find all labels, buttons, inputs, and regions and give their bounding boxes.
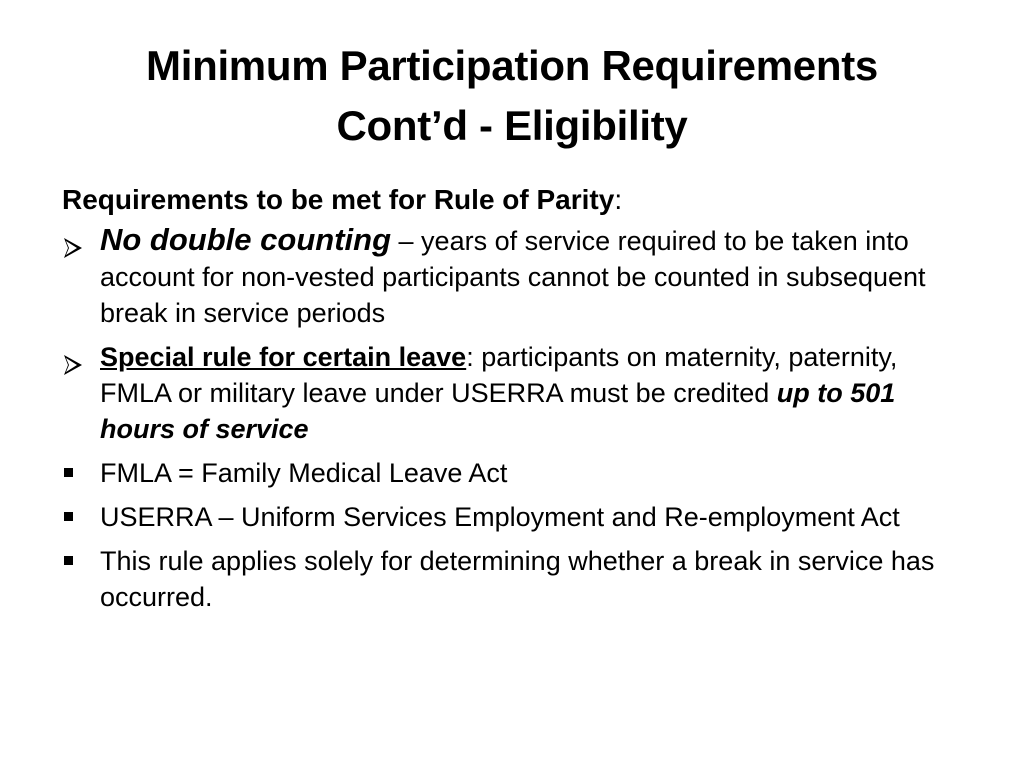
special-rule-emphasis: Special rule for certain leave	[100, 342, 467, 372]
special-rule-colon: :	[466, 342, 474, 372]
lead-bold-text: Requirements to be met for Rule of Parity	[62, 184, 615, 215]
arrow-bullet-icon	[62, 345, 92, 381]
lead-suffix: :	[614, 184, 623, 215]
square-bullet-icon	[62, 543, 92, 580]
slide-content	[62, 180, 962, 623]
bullet-item-userra	[62, 499, 962, 535]
square-bullet-icon	[62, 455, 92, 492]
bullet-item-fmla	[62, 455, 962, 491]
slide-title-line-2: Cont’d - Eligibility	[336, 102, 688, 149]
bullet-item-no-double-counting	[62, 222, 962, 331]
slide-title	[40, 36, 984, 156]
bullet-item-rule-applies	[62, 543, 962, 615]
arrow-bullet-icon	[62, 228, 92, 264]
no-double-counting-emphasis: No double counting	[100, 222, 392, 257]
rule-applies-text: This rule applies solely for determining whether a break in service has occurred.	[100, 546, 935, 612]
no-double-counting-dash: –	[391, 226, 422, 256]
no-double-counting-text: years of service required to be taken into account for non-vested participants cannot be counted in subsequent break in service periods	[100, 226, 926, 328]
userra-text: USERRA – Uniform Services Employment and Re-employment Act	[100, 502, 900, 532]
special-rule-emphasis-2: up to 501 hours of service	[100, 378, 896, 444]
lead-line	[62, 180, 962, 220]
slide-title-line-1: Minimum Participation Requirements	[146, 42, 878, 89]
bullet-item-special-rule	[62, 339, 962, 447]
square-bullet-icon	[62, 499, 92, 536]
fmla-text: FMLA = Family Medical Leave Act	[100, 458, 508, 488]
special-rule-text: participants on maternity, paternity, FMLA or military leave under USERRA must be credited	[100, 342, 898, 408]
